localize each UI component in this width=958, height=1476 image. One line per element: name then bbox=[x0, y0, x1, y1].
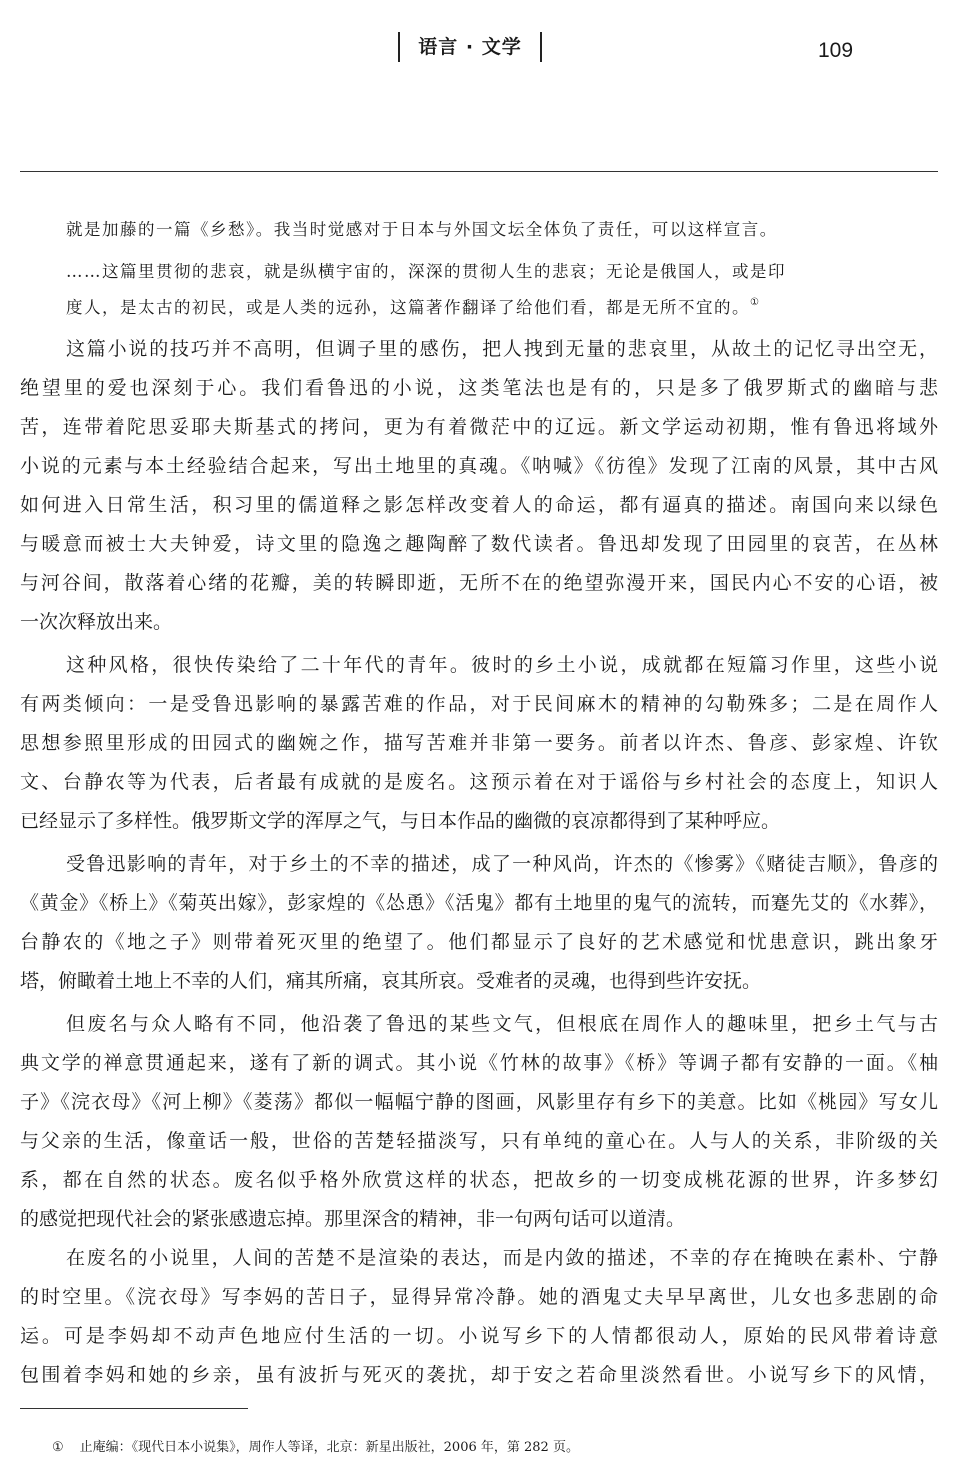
text-line: 系，都在自然的状态。废名似乎格外欣赏这样的状态，把故乡的一切变成桃花源的世界，许多梦幻 bbox=[20, 1169, 938, 1191]
page-number: 109 bbox=[818, 39, 854, 62]
text-line: 思想参照里形成的田园式的幽婉之作，描写苦难并非第一要务。前者以许杰、鲁彦、彭家煌、许钦 bbox=[20, 732, 938, 754]
text-line: 这种风格，很快传染给了二十年代的青年。彼时的乡土小说，成就都在短篇习作里，这些小说 bbox=[66, 654, 938, 676]
footnote-text: 止庵编：《现代日本小说集》，周作人等译，北京：新星出版社，2006 年，第 282 页。 bbox=[79, 1440, 579, 1455]
text-line: 运。可是李妈却不动声色地应付生活的一切。小说写乡下的人情都很动人，原始的民风带着诗意 bbox=[20, 1325, 938, 1347]
text-line: 已经显示了多样性。俄罗斯文学的浑厚之气，与日本作品的幽微的哀凉都得到了某种呼应。 bbox=[20, 810, 781, 832]
text-line: 塔，俯瞰着土地上不幸的人们，痛其所痛，哀其所哀。受难者的灵魂，也得到些许安抚。 bbox=[20, 970, 762, 992]
section-title: 语言 · 文学 bbox=[398, 32, 542, 62]
text-line: 台静农的《地之子》则带着死灭里的绝望了。他们都显示了良好的艺术感觉和忧患意识，跳出象牙 bbox=[20, 931, 938, 953]
text-line: 与暖意而被士大夫钟爱，诗文里的隐逸之趣陶醉了数代读者。鲁迅却发现了田园里的哀苦，在丛林 bbox=[20, 533, 938, 555]
footnote-ref: ① bbox=[750, 297, 761, 308]
text-line: 这篇小说的技巧并不高明，但调子里的感伤，把人拽到无量的悲哀里，从故土的记忆寻出空无， bbox=[66, 338, 938, 360]
text-line: 在废名的小说里，人间的苦楚不是渲染的表达，而是内敛的描述，不幸的存在掩映在素朴、宁静 bbox=[66, 1247, 938, 1269]
text-line: 包围着李妈和她的乡亲，虽有波折与死灭的袭扰，却于安之若命里淡然看世。小说写乡下的风情， bbox=[20, 1364, 938, 1386]
text-line: 子》《浣衣母》《河上柳》《菱荡》都似一幅幅宁静的图画，风影里存有乡下的美意。比如《桃园》写女儿 bbox=[20, 1091, 938, 1113]
text-line: 的时空里。《浣衣母》写李妈的苦日子，显得异常冷静。她的酒鬼丈夫早早离世，儿女也多悲剧的命 bbox=[20, 1286, 938, 1308]
running-header bbox=[0, 32, 958, 66]
header-rule bbox=[20, 171, 938, 172]
footnote-mark: ① bbox=[52, 1440, 64, 1455]
footnote-rule bbox=[20, 1408, 248, 1409]
text-line: 典文学的禅意贯通起来，遂有了新的调式。其小说《竹林的故事》《桥》等调子都有安静的一面。《柚 bbox=[20, 1052, 938, 1074]
text-line: 但废名与众人略有不同，他沿袭了鲁迅的某些文气，但根底在周作人的趣味里，把乡土气与古 bbox=[66, 1013, 938, 1035]
text-line: 小说的元素与本土经验结合起来，写出土地里的真魂。《呐喊》《彷徨》发现了江南的风景，其中古风 bbox=[20, 455, 938, 477]
text-line: 绝望里的爱也深刻于心。我们看鲁迅的小说，这类笔法也是有的，只是多了俄罗斯式的幽暗与悲 bbox=[20, 377, 938, 399]
text-line: 一次次释放出来。 bbox=[20, 611, 173, 633]
text-line: 受鲁迅影响的青年，对于乡土的不幸的描述，成了一种风尚，许杰的《惨雾》《赌徒吉顺》，鲁彦的 bbox=[66, 853, 938, 875]
text-line: 文、台静农等为代表，后者最有成就的是废名。这预示着在对于谣俗与乡村社会的态度上，知识人 bbox=[20, 771, 938, 793]
footnote bbox=[52, 1436, 579, 1455]
text-line: 如何进入日常生活，积习里的儒道释之影怎样改变着人的命运，都有逼真的描述。南国向来以绿色 bbox=[20, 494, 938, 516]
text-line: 与河谷间，散落着心绪的花瓣，美的转瞬即逝，无所不在的绝望弥漫开来，国民内心不安的心语，被 bbox=[20, 572, 938, 594]
text-line: 有两类倾向：一是受鲁迅影响的暴露苦难的作品，对于民间麻木的精神的勾勒殊多；二是在周作人 bbox=[20, 693, 938, 715]
quote-line: 度人，是太古的初民，或是人类的远孙，这篇著作翻译了给他们看，都是无所不宜的。① bbox=[66, 297, 761, 317]
quote-line: ……这篇里贯彻的悲哀，就是纵横宇宙的，深深的贯彻人生的悲哀；无论是俄国人，或是印 bbox=[66, 262, 786, 281]
text-line: 与父亲的生活，像童话一般，世俗的苦楚轻描淡写，只有单纯的童心在。人与人的关系，非阶级的关 bbox=[20, 1130, 938, 1152]
text-line: 的感觉把现代社会的紧张感遗忘掉。那里深含的精神，非一句两句话可以道清。 bbox=[20, 1208, 686, 1230]
text-line: 《黄金》《桥上》《菊英出嫁》，彭家煌的《怂恿》《活鬼》都有土地里的鬼气的流转，而蹇先艾的《水葬》， bbox=[20, 892, 938, 914]
quote-line: 就是加藤的一篇《乡愁》。我当时觉感对于日本与外国文坛全体负了责任，可以这样宣言。 bbox=[66, 220, 778, 239]
text-line: 苦，连带着陀思妥耶夫斯基式的拷问，更为有着微茫中的辽远。新文学运动初期，惟有鲁迅将域外 bbox=[20, 416, 938, 438]
